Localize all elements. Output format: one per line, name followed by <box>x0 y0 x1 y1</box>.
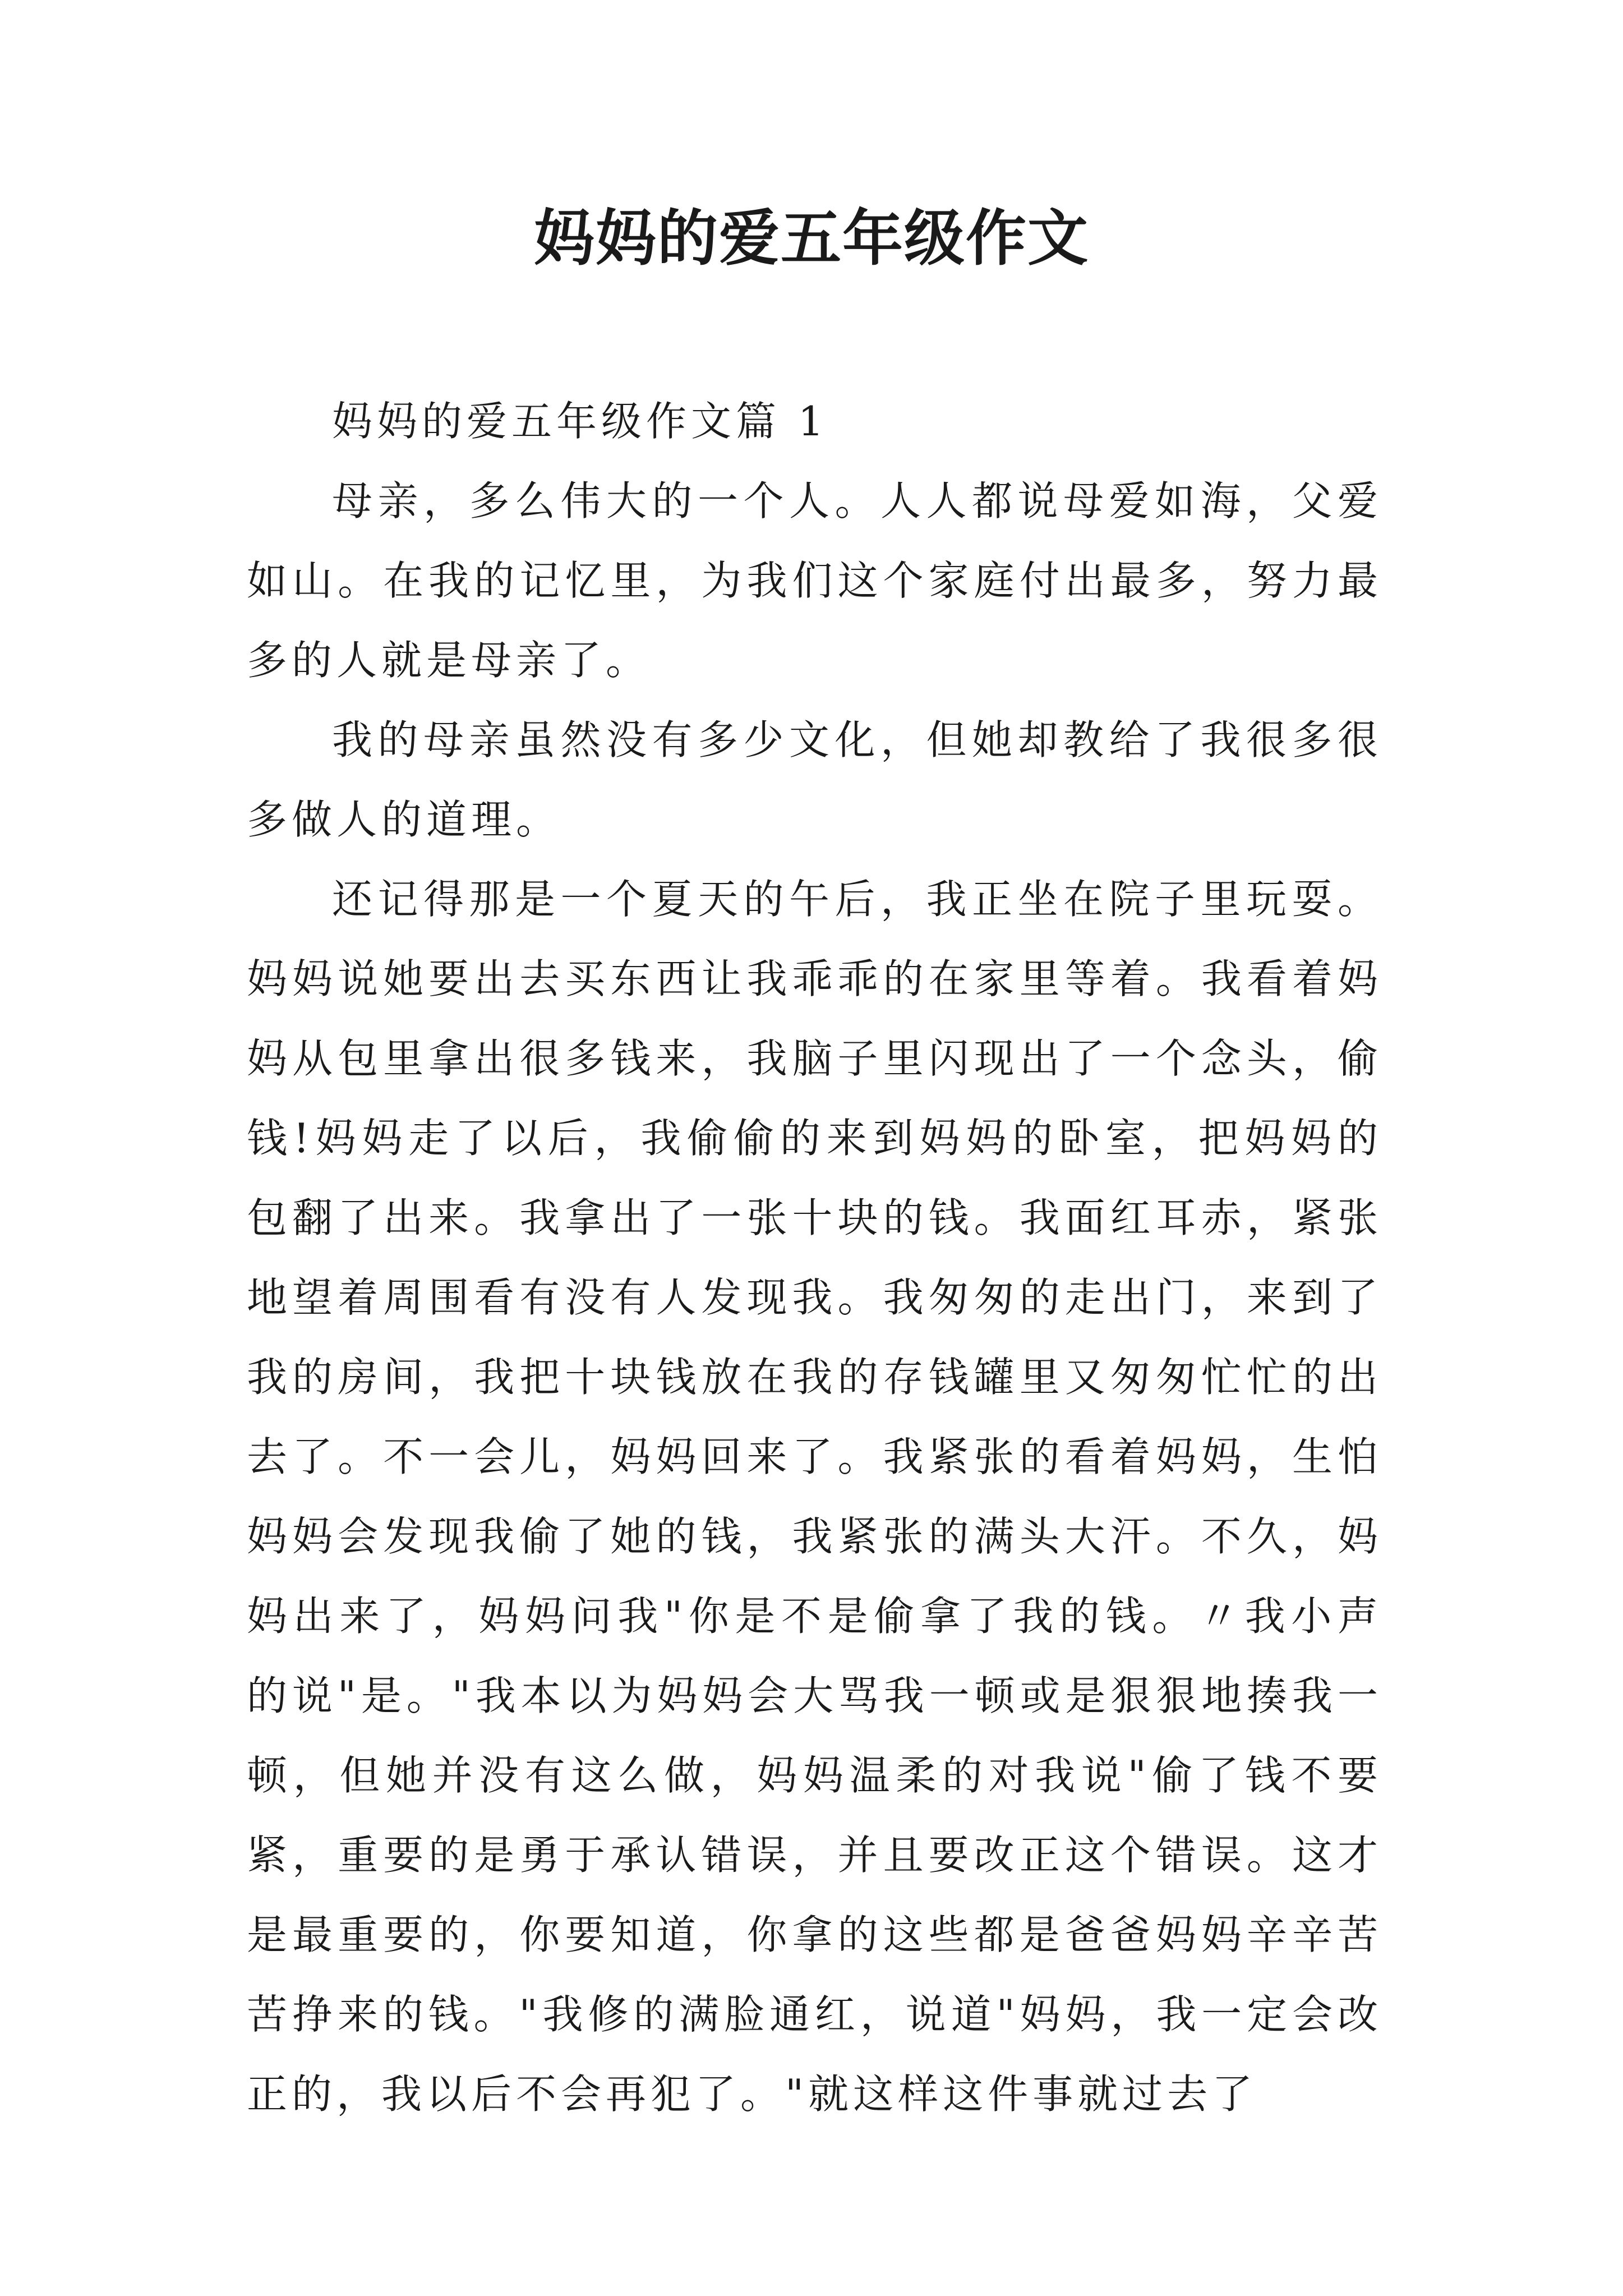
paragraph: 母亲，多么伟大的一个人。人人都说母爱如海，父爱如山。在我的记忆里，为我们这个家庭付出最多，努力最多的人就是母亲了。 <box>247 477 1382 684</box>
section-heading: 妈妈的爱五年级作文篇 1 <box>332 398 828 445</box>
document-title: 妈妈的爱五年级作文 <box>533 203 1089 274</box>
paragraph: 还记得那是一个夏天的午后，我正坐在院子里玩耍。妈妈说她要出去买东西让我乖乖的在家里等着。我看着妈妈从包里拿出很多钱来，我脑子里闪现出了一个念头，偷钱!妈妈走了以后，我偷偷的来到妈妈的卧室，把妈妈的包翻了出来。我拿出了一张十块的钱。我面红耳赤，紧张地望着周围看有没有人发现我。我匆匆的走出门，来到了我的房间，我把十块钱放在我的存钱罐里又匆匆忙忙的出去了。不一会儿，妈妈回来了。我紧张的看着妈妈，生怕妈妈会发现我偷了她的钱，我紧张的满头大汗。不久，妈妈出来了，妈妈问我"你是不是偷拿了我的钱。〃我小声的说"是。"我本以为妈妈会大骂我一顿或是狠狠地揍我一顿，但她并没有这么做，妈妈温柔的对我说"偷了钱不要紧，重要的是勇于承认错误，并且要改正这个错误。这才是最重要的，你要知道，你拿的这些都是爸爸妈妈辛辛苦苦挣来的钱。"我修的满脸通红，说道"妈妈，我一定会改正的，我以后不会再犯了。"就这样这件事就过去了 <box>247 876 1382 2118</box>
paragraph: 我的母亲虽然没有多少文化，但她却教给了我很多很多做人的道理。 <box>247 716 1382 843</box>
document-body <box>247 381 1382 2134</box>
